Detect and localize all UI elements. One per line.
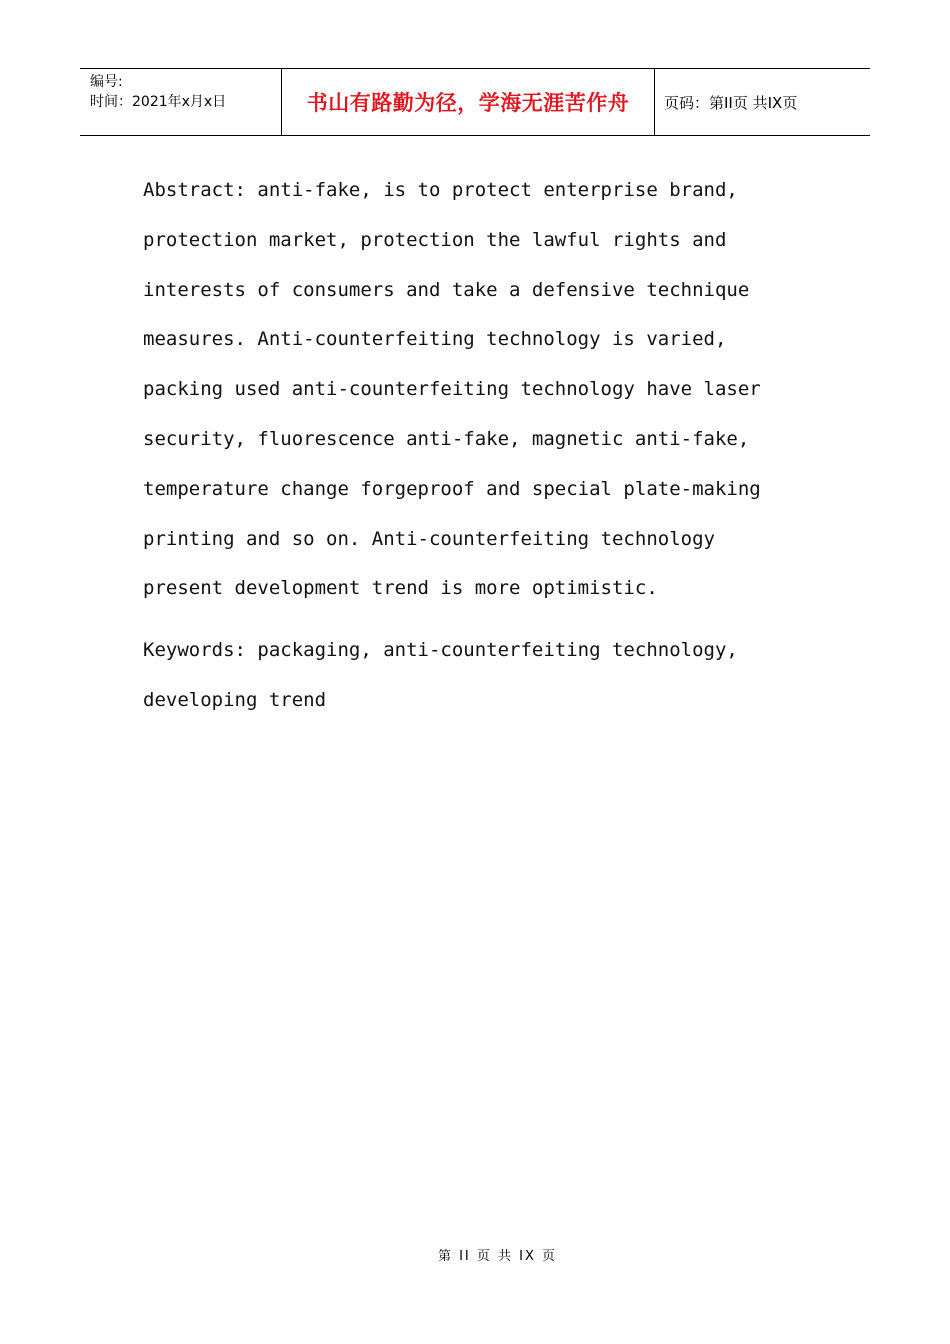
abstract-line: Abstract: anti-fake, is to protect enterprise brand,	[143, 179, 738, 201]
keywords-line: Keywords: packaging, anti-counterfeiting technology,	[143, 639, 738, 662]
abstract-line: interests of consumers and take a defensive technique	[143, 278, 750, 301]
abstract-line: security, fluorescence anti-fake, magnetic anti-fake,	[143, 427, 750, 450]
header-motto: 书山有路勤为径，学海无涯苦作舟	[281, 69, 655, 135]
abstract-line: measures. Anti-counterfeiting technology is varied,	[143, 328, 727, 351]
abstract-line: packing used anti-counterfeiting technology have laser	[143, 378, 761, 401]
document-number-label: 编号:	[90, 74, 123, 90]
keywords-paragraph	[143, 626, 823, 726]
abstract-paragraph	[143, 166, 823, 614]
document-time-label: 时间：2021年x月x日	[90, 94, 227, 110]
keywords-line: developing trend	[143, 688, 327, 711]
abstract-line: temperature change forgeproof and special plate-making	[143, 477, 761, 500]
page-header	[80, 68, 870, 136]
abstract-section	[143, 166, 823, 726]
header-page-info: 页码：第II页 共IX页	[664, 93, 798, 112]
abstract-line: present development trend is more optimistic.	[143, 577, 658, 600]
header-meta	[80, 69, 281, 135]
abstract-line: protection market, protection the lawful rights and	[143, 228, 727, 251]
abstract-line: printing and so on. Anti-counterfeiting technology	[143, 527, 715, 550]
page-footer: 第 II 页 共 IX 页	[437, 1249, 558, 1264]
